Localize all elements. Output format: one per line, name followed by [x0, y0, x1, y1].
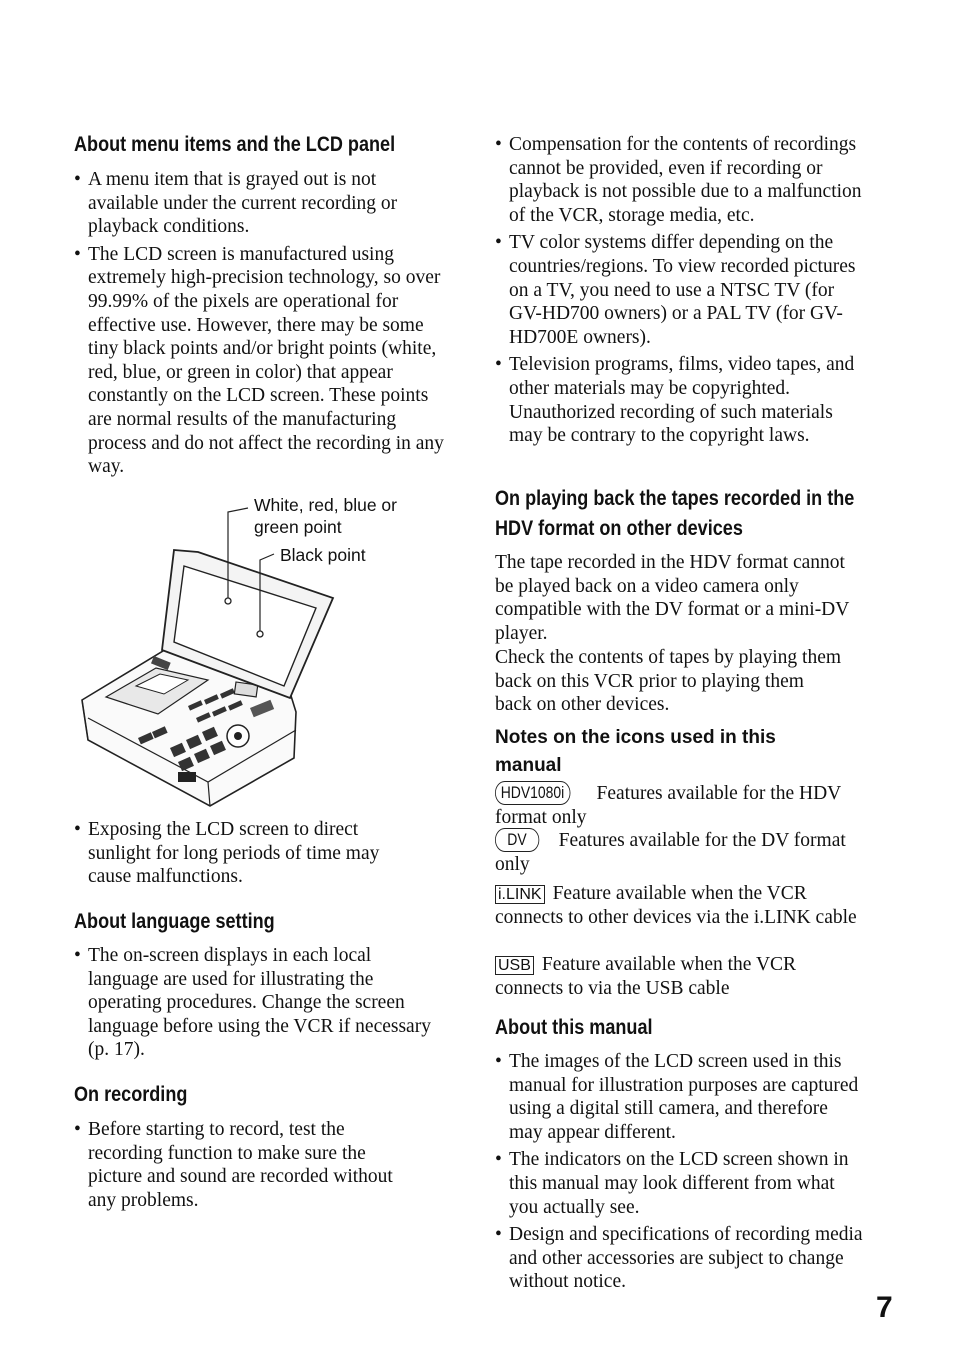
- dv-icon: DV: [495, 828, 539, 852]
- menu-lcd-bullets: [74, 168, 444, 483]
- icon-note-hdv: [495, 782, 863, 829]
- list-item: • Design and specifications of recording media and other accessories are subject to change without notice.: [495, 1223, 863, 1294]
- white-point-label: White, red, blue or green point: [254, 495, 397, 537]
- language-heading: About language setting: [74, 910, 275, 933]
- manual-heading: About this manual: [495, 1016, 653, 1039]
- hdv1080i-icon: HDV1080i: [495, 781, 570, 805]
- list-item: • A menu item that is grayed out is not available under the current recording or playback conditions.: [74, 168, 444, 239]
- black-point-label: Black point: [280, 545, 366, 565]
- hdv-paragraph-1: The tape recorded in the HDV format cannot be played back on a video camera only compatible with the DV format or a mini-DV player.: [495, 552, 849, 644]
- list-item: • TV color systems differ depending on the countries/regions. To view recorded pictures on a TV, you need to use a NTSC TV (for GV-HD700 owners) or a PAL TV (for GV-HD700E owners).: [495, 231, 863, 349]
- ilink-icon: i.LINK: [495, 885, 545, 904]
- icon-note-text: Features available for the DV format only: [495, 830, 846, 875]
- menu-lcd-heading: About menu items and the LCD panel: [74, 133, 396, 156]
- vcr-illustration: [78, 490, 378, 810]
- hdv-heading: On playing back the tapes recorded in the HDV format on other devices: [495, 487, 855, 540]
- vcr-figure: [78, 490, 397, 810]
- top-bullets: [495, 133, 863, 452]
- list-item: • The images of the LCD screen used in this manual for illustration purposes are captured using a digital still camera, and therefore may appear different.: [495, 1050, 863, 1144]
- hdv-paragraph-2: Check the contents of tapes by playing them back on this VCR prior to playing them back on other devices.: [495, 647, 842, 716]
- usb-icon: USB: [495, 956, 534, 975]
- icon-note-text: Feature available when the VCR connects to other devices via the i.LINK cable: [495, 883, 857, 928]
- recording-heading: On recording: [74, 1083, 188, 1106]
- list-item: • The LCD screen is manufactured using extremely high-precision technology, so over 99.99% of the pixels are operational for effective use. However, there may be some tiny black points and/or bright points (white, red, blue, or green in color) that appear constantly on the LCD screen. These points are normal results of the manufacturing process and do not affect the recording in any way.: [74, 243, 444, 479]
- icon-note-ilink: [495, 882, 863, 929]
- list-item: • The on-screen displays in each local language are used for illustrating the operating procedures. Change the screen language before using the VCR if necessary (p. 17).: [74, 944, 439, 1062]
- list-item: • Exposing the LCD screen to direct sunlight for long periods of time may cause malfunctions.: [74, 818, 419, 889]
- list-item: • Television programs, films, video tapes, and other materials may be copyrighted. Unauthorized recording of such materials may be contrary to the copyright laws.: [495, 353, 863, 447]
- icons-heading: Notes on the icons used in this manual: [495, 727, 776, 776]
- list-item: • Compensation for the contents of recordings cannot be provided, even if recording or playback is not possible due to a malfunction of the VCR, storage media, etc.: [495, 133, 863, 227]
- manual-bullets: [495, 1050, 863, 1298]
- list-item: • Before starting to record, test the recording function to make sure the picture and sound are recorded without any problems.: [74, 1118, 424, 1212]
- recording-bullets: [74, 1118, 424, 1216]
- icon-note-usb: [495, 953, 863, 1000]
- language-bullets: [74, 944, 439, 1066]
- icon-note-text: Features available for the HDV format only: [495, 783, 841, 828]
- list-item: • The indicators on the LCD screen shown in this manual may look different from what you actually see.: [495, 1148, 863, 1219]
- icon-note-text: Feature available when the VCR connects to via the USB cable: [495, 954, 797, 999]
- page-number: 7: [876, 1291, 893, 1324]
- icon-note-dv: [495, 829, 863, 876]
- sunlight-bullets: [74, 818, 419, 893]
